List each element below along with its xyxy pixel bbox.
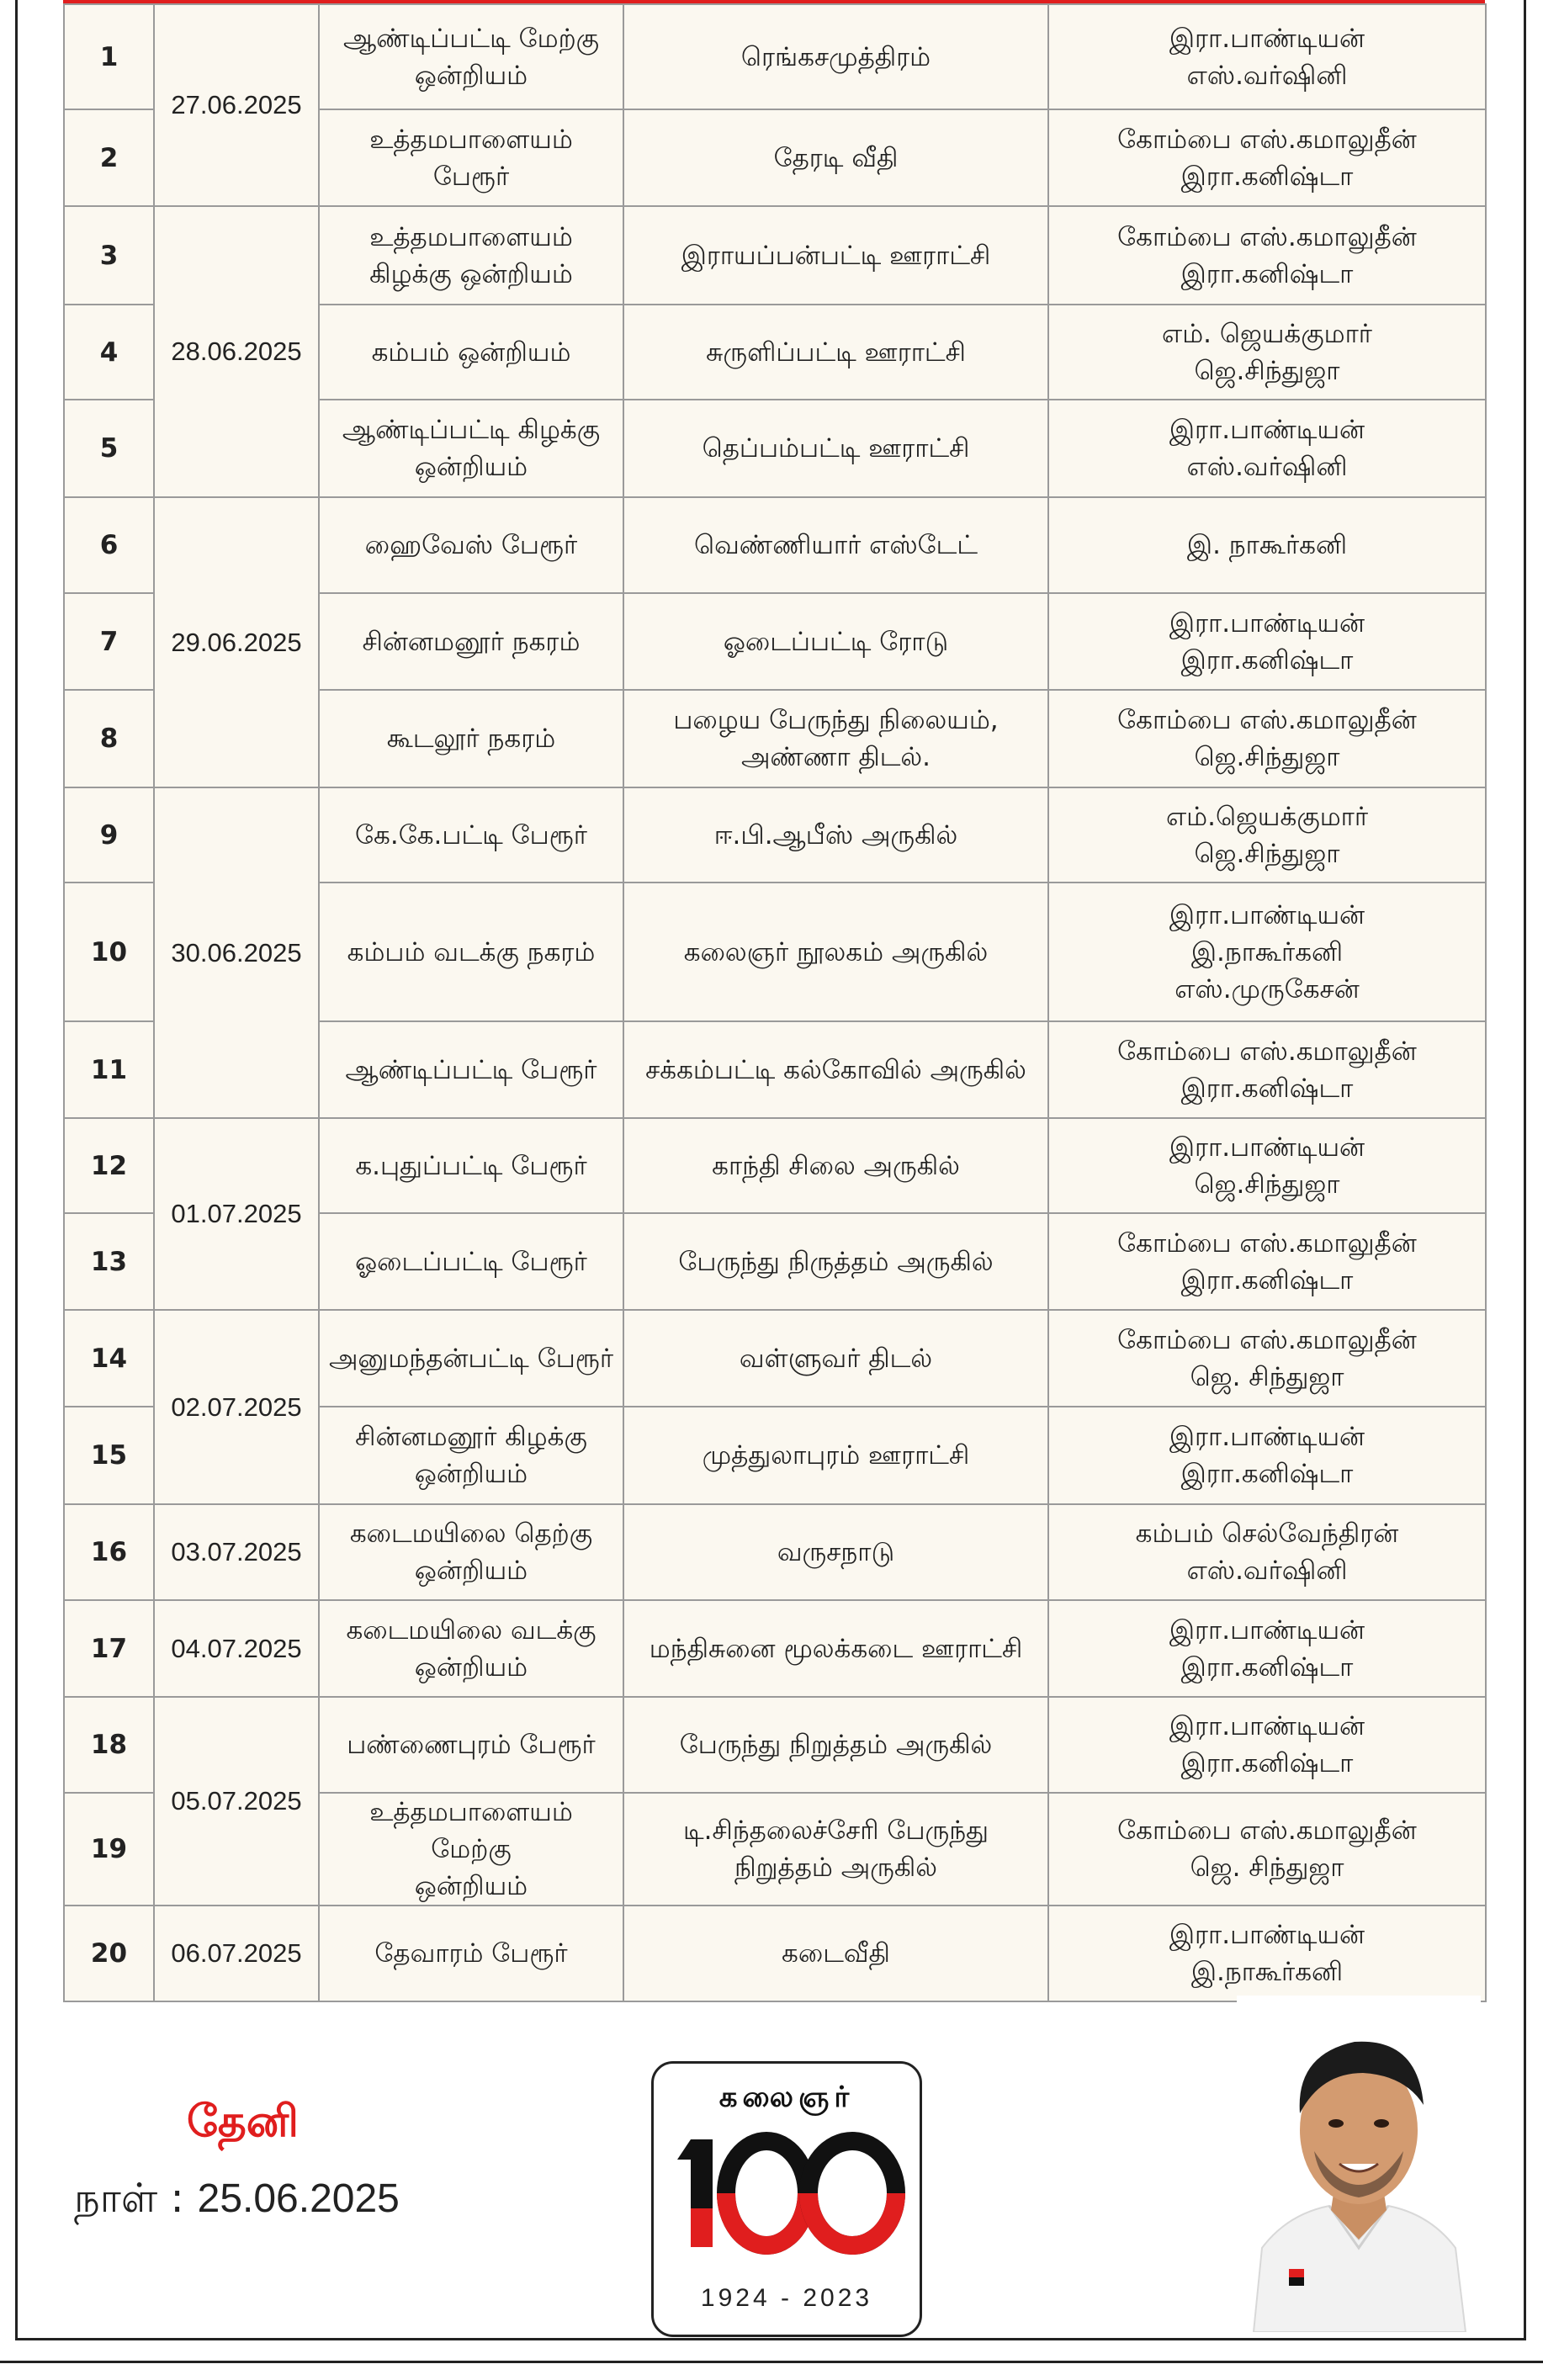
union-cell — [319, 497, 623, 593]
union-cell — [319, 787, 623, 883]
speakers-line: இரா.பாண்டியன் — [1169, 1711, 1365, 1741]
notice-date — [74, 2175, 400, 2227]
place-line: ஓடைப்பட்டி ரோடு — [723, 626, 949, 657]
date-cell: 06.07.2025 — [154, 1906, 319, 2001]
place-cell — [623, 787, 1048, 883]
serial-number: 2 — [64, 109, 154, 206]
union-line: பண்ணைபுரம் பேரூர் — [347, 1730, 596, 1760]
union-line: உத்தமபாளையம் — [369, 221, 573, 252]
union-line: ஒன்றியம் — [414, 1871, 528, 1901]
speakers-line: ஜெ. சிந்துஜா — [1190, 1853, 1344, 1883]
speakers-line: கோம்பை எஸ்.கமாலுதீன் — [1117, 221, 1417, 252]
serial-number: 17 — [64, 1600, 154, 1697]
union-line: சின்னமனூர் நகரம் — [362, 626, 581, 657]
place-cell — [623, 305, 1048, 400]
union-cell — [319, 1504, 623, 1600]
person-portrait — [1237, 1996, 1481, 2332]
speakers-line: கோம்பை எஸ்.கமாலுதீன் — [1117, 705, 1417, 735]
union-cell — [319, 206, 623, 305]
place-line: இராயப்பன்பட்டி ஊராட்சி — [681, 240, 991, 271]
place-line: சக்கம்பட்டி கல்கோவில் அருகில் — [645, 1054, 1026, 1085]
serial-number: 7 — [64, 593, 154, 690]
place-line: தேரடி வீதி — [773, 142, 899, 173]
union-cell — [319, 593, 623, 690]
speakers-cell — [1048, 1310, 1486, 1407]
union-line: கம்பம் வடக்கு நகரம் — [347, 936, 596, 967]
speakers-line: இ.நாகூர்கனி — [1190, 1957, 1344, 1987]
union-cell — [319, 1793, 623, 1906]
serial-number: 14 — [64, 1310, 154, 1407]
union-line: கே.கே.பட்டி பேரூர் — [355, 819, 587, 851]
place-line: ரெங்கசமுத்திரம் — [740, 41, 931, 72]
speakers-line: இரா.கனிஷ்டா — [1180, 258, 1354, 289]
speakers-cell — [1048, 1504, 1486, 1600]
union-line: கூடலூர் நகரம் — [386, 724, 556, 754]
table-row — [64, 4, 1486, 109]
union-line: ஒன்றியம் — [414, 452, 528, 482]
union-cell — [319, 1118, 623, 1213]
serial-number: 12 — [64, 1118, 154, 1213]
place-line: காந்தி சிலை அருகில் — [712, 1150, 960, 1181]
place-cell — [623, 883, 1048, 1021]
union-cell — [319, 690, 623, 787]
speakers-line: கோம்பை எஸ்.கமாலுதீன் — [1117, 1036, 1417, 1067]
place-line: வள்ளுவர் திடல் — [739, 1343, 933, 1374]
date-cell: 29.06.2025 — [154, 497, 319, 787]
union-line: ஓடைப்பட்டி பேரூர் — [355, 1246, 587, 1277]
union-cell — [319, 883, 623, 1021]
union-cell — [319, 400, 623, 497]
speakers-line: ஜெ.சிந்துஜா — [1194, 838, 1340, 869]
place-line: வருசநாடு — [777, 1537, 895, 1567]
union-line: ஒன்றியம் — [414, 1459, 528, 1489]
speakers-cell — [1048, 497, 1486, 593]
speakers-cell — [1048, 1697, 1486, 1793]
date-cell: 04.07.2025 — [154, 1600, 319, 1697]
union-line: க.புதுப்பட்டி பேரூர் — [355, 1150, 587, 1181]
date-label: நாள் : — [74, 2175, 184, 2222]
speakers-cell — [1048, 1906, 1486, 2001]
speakers-line: கோம்பை எஸ்.கமாலுதீன் — [1117, 124, 1417, 155]
table-row — [64, 497, 1486, 593]
union-line: கிழக்கு ஒன்றியம் — [369, 258, 573, 289]
speakers-line: இரா.கனிஷ்டா — [1180, 161, 1354, 192]
union-cell — [319, 1600, 623, 1697]
speakers-cell — [1048, 1021, 1486, 1118]
place-cell — [623, 1906, 1048, 2001]
speakers-cell — [1048, 206, 1486, 305]
union-line: கடைமயிலை தெற்கு — [349, 1519, 593, 1549]
speakers-cell — [1048, 1600, 1486, 1697]
place-line: டி.சிந்தலைச்சேரி பேருந்து — [682, 1815, 989, 1846]
place-cell — [623, 690, 1048, 787]
serial-number: 10 — [64, 883, 154, 1021]
speakers-cell — [1048, 1407, 1486, 1504]
table-row — [64, 1906, 1486, 2001]
union-cell — [319, 1021, 623, 1118]
speakers-line: இரா.பாண்டியன் — [1169, 899, 1365, 930]
date-cell: 28.06.2025 — [154, 206, 319, 497]
speakers-line: ஜெ.சிந்துஜா — [1194, 742, 1340, 772]
speakers-line: ஜெ. சிந்துஜா — [1190, 1361, 1344, 1392]
union-cell — [319, 1310, 623, 1407]
serial-number: 19 — [64, 1793, 154, 1906]
union-line: ஒன்றியம் — [414, 1651, 528, 1683]
serial-number: 20 — [64, 1906, 154, 2001]
union-line: கம்பம் ஒன்றியம் — [371, 337, 571, 368]
union-line: சின்னமனூர் கிழக்கு — [355, 1422, 587, 1452]
table-row — [64, 206, 1486, 305]
table-row — [64, 787, 1486, 883]
date-cell: 30.06.2025 — [154, 787, 319, 1118]
place-line: பேருந்து நிருத்தம் அருகில் — [678, 1246, 994, 1277]
speakers-cell — [1048, 1213, 1486, 1310]
speakers-cell — [1048, 4, 1486, 109]
speakers-line: எஸ்.வர்ஷினி — [1186, 1556, 1348, 1586]
kalaignar-100-logo — [651, 2061, 922, 2337]
speakers-cell — [1048, 883, 1486, 1021]
serial-number: 5 — [64, 400, 154, 497]
speakers-line: கம்பம் செல்வேந்திரன் — [1135, 1519, 1399, 1549]
union-line: ஒன்றியம் — [414, 60, 528, 91]
union-line: ஆண்டிப்பட்டி மேற்கு — [342, 23, 600, 54]
place-line: சுருளிப்பட்டி ஊராட்சி — [706, 337, 966, 368]
speakers-line: இரா.பாண்டியன் — [1169, 23, 1365, 54]
speakers-line: இரா.பாண்டியன் — [1169, 607, 1365, 639]
serial-number: 13 — [64, 1213, 154, 1310]
speakers-cell — [1048, 305, 1486, 400]
union-cell — [319, 1906, 623, 2001]
speakers-line: இரா.கனிஷ்டா — [1180, 1459, 1354, 1489]
place-line: முத்துலாபுரம் ஊராட்சி — [702, 1440, 970, 1471]
place-line: பேருந்து நிறுத்தம் அருகில் — [679, 1730, 993, 1760]
union-line: உத்தமபாளையம் பேரூர் — [369, 124, 573, 192]
serial-number: 15 — [64, 1407, 154, 1504]
speakers-line: இரா.கனிஷ்டா — [1180, 1651, 1354, 1683]
speakers-line: இரா.பாண்டியன் — [1169, 1422, 1365, 1452]
serial-number: 8 — [64, 690, 154, 787]
speakers-line: ஜெ.சிந்துஜா — [1194, 355, 1340, 386]
union-line: தேவாரம் பேரூர் — [374, 1938, 568, 1969]
speakers-line: இரா.பாண்டியன் — [1169, 1920, 1365, 1950]
logo-years: 1924 - 2023 — [700, 2284, 873, 2312]
table-row — [64, 1310, 1486, 1407]
place-line: ஈ.பி.ஆபீஸ் அருகில் — [713, 819, 958, 851]
serial-number: 6 — [64, 497, 154, 593]
union-line: உத்தமபாளையம் மேற்கு — [369, 1797, 573, 1864]
date-cell: 03.07.2025 — [154, 1504, 319, 1600]
date-cell: 02.07.2025 — [154, 1310, 319, 1504]
place-cell — [623, 1697, 1048, 1793]
speakers-line: கோம்பை எஸ்.கமாலுதீன் — [1117, 1227, 1417, 1259]
place-line: பழைய பேருந்து நிலையம், — [673, 705, 999, 735]
district-name: தேனி — [187, 2096, 299, 2147]
logo-100-mark — [665, 2124, 911, 2267]
table-row — [64, 1118, 1486, 1213]
serial-number: 3 — [64, 206, 154, 305]
place-cell — [623, 1600, 1048, 1697]
speakers-line: இரா.பாண்டியன் — [1169, 1614, 1365, 1646]
place-cell — [623, 206, 1048, 305]
place-cell — [623, 1793, 1048, 1906]
place-cell — [623, 1118, 1048, 1213]
place-line: தெப்பம்பட்டி ஊராட்சி — [702, 433, 970, 464]
serial-number: 16 — [64, 1504, 154, 1600]
serial-number: 4 — [64, 305, 154, 400]
serial-number: 9 — [64, 787, 154, 883]
union-line: கடைமயிலை வடக்கு — [346, 1614, 597, 1646]
date-cell: 05.07.2025 — [154, 1697, 319, 1906]
speakers-cell — [1048, 1118, 1486, 1213]
table-row — [64, 1697, 1486, 1793]
serial-number: 18 — [64, 1697, 154, 1793]
place-line: அண்ணா திடல். — [740, 742, 931, 772]
place-cell — [623, 593, 1048, 690]
serial-number: 1 — [64, 4, 154, 109]
place-cell — [623, 1021, 1048, 1118]
place-line: கடைவீதி — [782, 1938, 890, 1969]
serial-number: 11 — [64, 1021, 154, 1118]
union-line: ஆண்டிப்பட்டி கிழக்கு — [342, 415, 601, 445]
union-line: ஒன்றியம் — [414, 1556, 528, 1586]
speakers-line: இரா.கனிஷ்டா — [1180, 1748, 1354, 1778]
place-cell — [623, 400, 1048, 497]
union-cell — [319, 1213, 623, 1310]
union-line: அனுமந்தன்பட்டி பேரூர் — [328, 1343, 614, 1374]
date-value: 25.06.2025 — [197, 2176, 400, 2221]
speakers-cell — [1048, 400, 1486, 497]
date-cell: 27.06.2025 — [154, 4, 319, 206]
table-row — [64, 1504, 1486, 1600]
place-cell — [623, 1407, 1048, 1504]
place-line: மந்திசுனை மூலக்கடை ஊராட்சி — [649, 1633, 1023, 1664]
speakers-cell — [1048, 593, 1486, 690]
speakers-cell — [1048, 787, 1486, 883]
table-row — [64, 1600, 1486, 1697]
speakers-line: எம். ஜெயக்குமார் — [1162, 318, 1372, 349]
union-line: ஆண்டிப்பட்டி பேரூர் — [345, 1054, 597, 1085]
union-line: ஹைவேஸ் பேரூர் — [364, 530, 578, 560]
speakers-cell — [1048, 690, 1486, 787]
union-cell — [319, 305, 623, 400]
speakers-line: கோம்பை எஸ்.கமாலுதீன் — [1117, 1324, 1417, 1355]
speakers-line: எஸ்.முருகேசன் — [1174, 973, 1360, 1004]
date-cell: 01.07.2025 — [154, 1118, 319, 1310]
place-cell — [623, 1310, 1048, 1407]
schedule-table — [63, 3, 1487, 2002]
speakers-line: இரா.பாண்டியன் — [1169, 1132, 1365, 1163]
speakers-line: இரா.பாண்டியன் — [1169, 415, 1365, 445]
speakers-cell — [1048, 109, 1486, 206]
place-line: கலைஞர் நூலகம் அருகில் — [683, 936, 989, 967]
union-cell — [319, 109, 623, 206]
speakers-line: இ.நாகூர்கனி — [1190, 936, 1344, 967]
speakers-line: எஸ்.வர்ஷினி — [1186, 60, 1348, 91]
speakers-line: இரா.கனிஷ்டா — [1180, 644, 1354, 676]
place-cell — [623, 497, 1048, 593]
speakers-line: இரா.கனிஷ்டா — [1180, 1073, 1354, 1104]
speakers-cell — [1048, 1793, 1486, 1906]
logo-title: கலைஞர் — [718, 2081, 855, 2114]
speakers-line: இரா.கனிஷ்டா — [1180, 1264, 1354, 1296]
speakers-line: ஜெ.சிந்துஜா — [1194, 1169, 1340, 1200]
place-cell — [623, 1213, 1048, 1310]
place-line: நிறுத்தம் அருகில் — [734, 1853, 938, 1883]
speakers-line: எம்.ஜெயக்குமார் — [1165, 801, 1369, 832]
union-cell — [319, 4, 623, 109]
place-cell — [623, 4, 1048, 109]
place-cell — [623, 1504, 1048, 1600]
speakers-line: இ. நாகூர்கனி — [1186, 530, 1348, 560]
union-cell — [319, 1407, 623, 1504]
speakers-line: எஸ்.வர்ஷினி — [1186, 452, 1348, 482]
place-cell — [623, 109, 1048, 206]
place-line: வெண்ணியார் எஸ்டேட் — [693, 530, 978, 560]
speakers-line: கோம்பை எஸ்.கமாலுதீன் — [1117, 1815, 1417, 1846]
union-cell — [319, 1697, 623, 1793]
